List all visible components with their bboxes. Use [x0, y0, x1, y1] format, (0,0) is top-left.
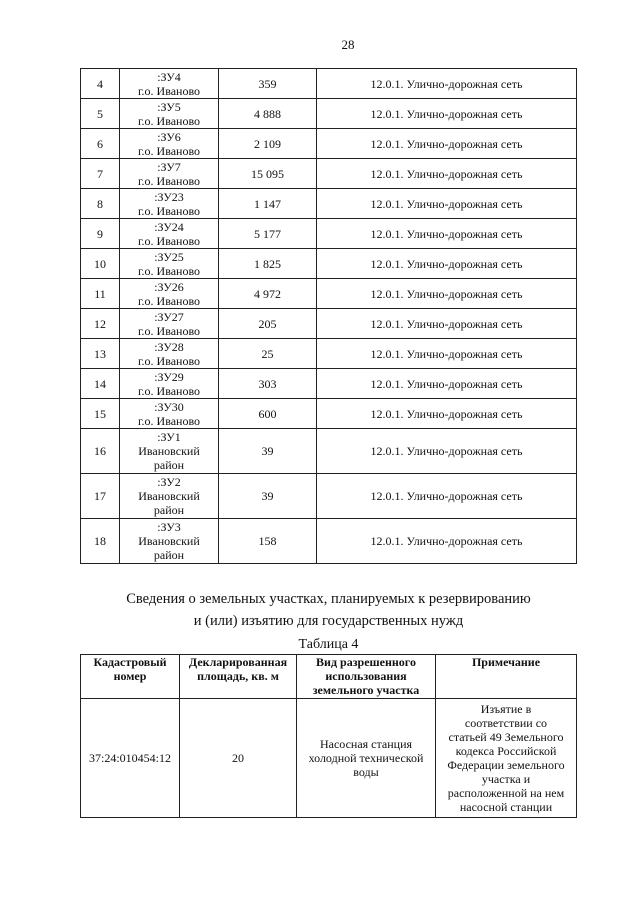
plot-location: г.о. Иваново [137, 83, 201, 98]
row-number: 15 [81, 399, 120, 429]
row-number: 9 [81, 219, 120, 249]
plot-id: :ЗУ6 [157, 129, 181, 144]
plot-id: :ЗУ2 [157, 475, 181, 489]
plot-location: г.о. Иваново [137, 353, 201, 368]
header-note: Примечание [436, 655, 577, 699]
permitted-use: 12.0.1. Улично-дорожная сеть [317, 399, 577, 429]
header-cadastral-number: Кадастровый номер [81, 655, 180, 699]
plot-area: 205 [219, 309, 317, 339]
plot-designation [120, 69, 219, 99]
table-row [81, 99, 577, 129]
row-number: 7 [81, 159, 120, 189]
page-number: 28 [341, 37, 355, 52]
row-number: 16 [81, 429, 120, 474]
plot-area: 1 825 [219, 249, 317, 279]
section-heading-line: и (или) изъятию для государственных нужд [193, 613, 464, 629]
permitted-use: 12.0.1. Улично-дорожная сеть [317, 309, 577, 339]
permitted-use: 12.0.1. Улично-дорожная сеть [317, 249, 577, 279]
table-row [81, 429, 577, 474]
row-number: 13 [81, 339, 120, 369]
plot-area: 25 [219, 339, 317, 369]
plot-designation [120, 369, 219, 399]
plot-location: г.о. Иваново [137, 323, 201, 338]
row-number: 6 [81, 129, 120, 159]
permitted-use: 12.0.1. Улично-дорожная сеть [317, 159, 577, 189]
plot-area: 4 972 [219, 279, 317, 309]
row-number: 8 [81, 189, 120, 219]
table-row [81, 309, 577, 339]
plot-id: :ЗУ24 [154, 219, 184, 234]
plot-id: :ЗУ30 [154, 399, 184, 414]
header-declared-area: Декларированная площадь, кв. м [180, 655, 297, 699]
permitted-use: 12.0.1. Улично-дорожная сеть [317, 474, 577, 519]
plot-designation [120, 309, 219, 339]
plot-location: г.о. Иваново [137, 203, 201, 218]
plot-id: :ЗУ27 [154, 309, 184, 324]
plot-location: Ивановский район [138, 489, 200, 517]
plot-designation [120, 249, 219, 279]
declared-area: 20 [180, 699, 297, 818]
table-row [81, 219, 577, 249]
table-row [81, 399, 577, 429]
note: Изъятие в соответствии со статьей 49 Земельного кодекса Российской Федерации земельного участка и расположенной на нем насосной станции [436, 699, 577, 818]
row-number: 10 [81, 249, 120, 279]
plot-location: г.о. Иваново [137, 413, 201, 428]
plot-location: г.о. Иваново [137, 293, 201, 308]
table-row [81, 519, 577, 564]
plot-id: :ЗУ3 [157, 520, 181, 534]
table-row [81, 129, 577, 159]
permitted-use: 12.0.1. Улично-дорожная сеть [317, 189, 577, 219]
row-number: 4 [81, 69, 120, 99]
plot-id: :ЗУ23 [154, 189, 184, 204]
section-heading-line: Сведения о земельных участках, планируемых к резервированию [126, 591, 531, 607]
row-number: 12 [81, 309, 120, 339]
row-number: 17 [81, 474, 120, 519]
plot-id: :ЗУ1 [157, 430, 181, 444]
table-header-row [81, 655, 577, 699]
plot-location: Ивановский район [138, 444, 200, 472]
plot-area: 15 095 [219, 159, 317, 189]
table-row [81, 159, 577, 189]
plot-designation [120, 519, 219, 564]
plot-location: Ивановский район [138, 534, 200, 562]
row-number: 14 [81, 369, 120, 399]
permitted-use: 12.0.1. Улично-дорожная сеть [317, 339, 577, 369]
row-number: 11 [81, 279, 120, 309]
plot-area: 303 [219, 369, 317, 399]
plot-id: :ЗУ4 [157, 69, 181, 84]
permitted-use: 12.0.1. Улично-дорожная сеть [317, 519, 577, 564]
plot-location: г.о. Иваново [137, 143, 201, 158]
permitted-use: 12.0.1. Улично-дорожная сеть [317, 99, 577, 129]
table-row [81, 369, 577, 399]
cadastral-number: 37:24:010454:12 [81, 699, 180, 818]
plot-designation [120, 99, 219, 129]
row-number: 5 [81, 99, 120, 129]
plot-id: :ЗУ25 [154, 249, 184, 264]
permitted-use: Насосная станция холодной технической воды [297, 699, 436, 818]
plot-designation [120, 279, 219, 309]
plot-location: г.о. Иваново [137, 383, 201, 398]
plot-id: :ЗУ5 [157, 99, 181, 114]
table-row [81, 474, 577, 519]
table-row [81, 339, 577, 369]
plot-area: 2 109 [219, 129, 317, 159]
plot-location: г.о. Иваново [137, 233, 201, 248]
plot-designation [120, 159, 219, 189]
table-row [81, 699, 577, 818]
plot-designation [120, 339, 219, 369]
permitted-use: 12.0.1. Улично-дорожная сеть [317, 429, 577, 474]
plot-id: :ЗУ28 [154, 339, 184, 354]
header-permitted-use: Вид разрешенного использования земельного участка [297, 655, 436, 699]
plot-area: 158 [219, 519, 317, 564]
plot-designation [120, 429, 219, 474]
plot-area: 4 888 [219, 99, 317, 129]
plot-location: г.о. Иваново [137, 173, 201, 188]
plot-area: 5 177 [219, 219, 317, 249]
permitted-use: 12.0.1. Улично-дорожная сеть [317, 219, 577, 249]
plot-designation [120, 474, 219, 519]
plot-location: г.о. Иваново [137, 263, 201, 278]
plot-area: 359 [219, 69, 317, 99]
table-caption: Таблица 4 [298, 637, 359, 652]
plot-id: :ЗУ26 [154, 279, 184, 294]
table-row [81, 189, 577, 219]
plot-area: 39 [219, 429, 317, 474]
permitted-use: 12.0.1. Улично-дорожная сеть [317, 129, 577, 159]
permitted-use: 12.0.1. Улично-дорожная сеть [317, 369, 577, 399]
plot-designation [120, 129, 219, 159]
plot-designation [120, 189, 219, 219]
plot-id: :ЗУ7 [157, 159, 181, 174]
plot-area: 1 147 [219, 189, 317, 219]
plot-area: 39 [219, 474, 317, 519]
plot-area: 600 [219, 399, 317, 429]
plot-designation [120, 219, 219, 249]
permitted-use: 12.0.1. Улично-дорожная сеть [317, 69, 577, 99]
section-heading [80, 588, 577, 632]
table-row [81, 69, 577, 99]
plot-location: г.о. Иваново [137, 113, 201, 128]
plot-id: :ЗУ29 [154, 369, 184, 384]
permitted-use: 12.0.1. Улично-дорожная сеть [317, 279, 577, 309]
row-number: 18 [81, 519, 120, 564]
table-row [81, 249, 577, 279]
land-plots-table-continued [80, 68, 577, 564]
reservation-table [80, 654, 577, 818]
table-row [81, 279, 577, 309]
plot-designation [120, 399, 219, 429]
